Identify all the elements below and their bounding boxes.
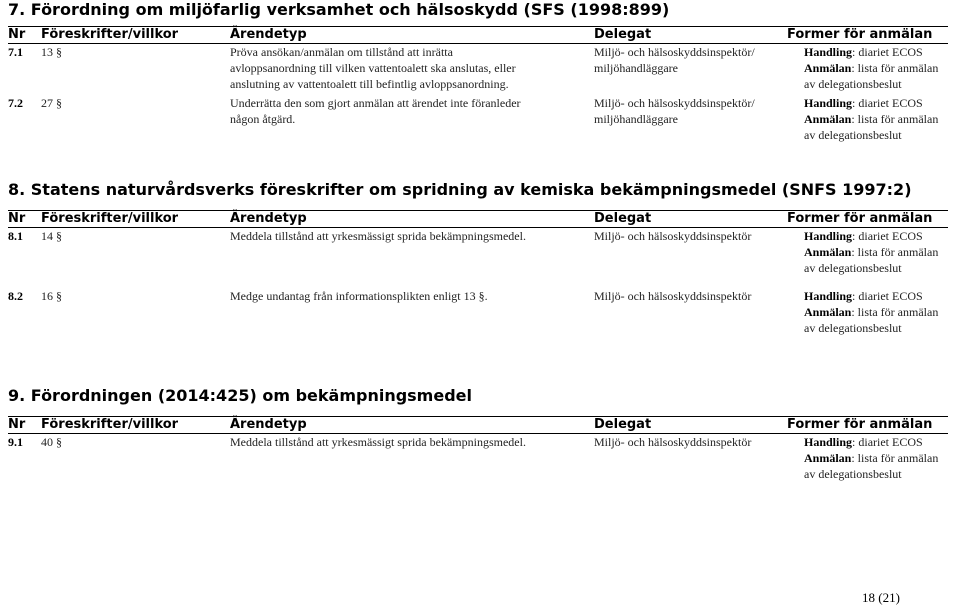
handling-value: : diariet ECOS [852,45,923,59]
row-anmalan [804,450,938,466]
anmalan-value: : lista för anmälan [851,305,939,319]
row-delegat: Miljö- och hälsoskyddsinspektör [594,435,752,449]
handling-label: Handling [804,96,853,110]
row-handling [804,228,923,244]
handling-label: Handling [804,435,853,449]
anmalan-label: Anmälan [804,61,852,75]
row-number: 8.1 [8,229,23,243]
col-delegat-header: Delegat [594,417,652,432]
anmalan-label: Anmälan [804,112,852,126]
row-anmalan [804,304,938,320]
row-handling [804,434,923,450]
handling-value: : diariet ECOS [852,435,923,449]
col-foreskrifter-header: Föreskrifter/villkor [41,417,179,432]
anmalan-label: Anmälan [804,305,852,319]
section-7-title: 7. Förordning om miljöfarlig verksamhet och hälsoskydd (SFS (1998:899) [8,0,670,19]
anmalan-value: : lista för anmälan [851,245,939,259]
handling-label: Handling [804,229,853,243]
handling-label: Handling [804,289,853,303]
section-8-header-row [8,210,948,228]
anmalan-label: Anmälan [804,451,852,465]
anmalan-value: : lista för anmälan [851,451,939,465]
row-number: 8.2 [8,289,23,303]
row-delegat: Miljö- och hälsoskyddsinspektör [594,229,752,243]
section-9-header-row [8,416,948,434]
col-arendetyp-header: Ärendetyp [230,417,307,432]
col-former-header: Former för anmälan [787,211,933,226]
row-handling [804,95,923,111]
row-arendetyp: avloppsanordning till vilken vattentoalett ska anslutas, eller [230,61,516,75]
row-number: 7.1 [8,45,23,59]
row-anmalan-line2: av delegationsbeslut [804,467,902,481]
anmalan-label: Anmälan [804,245,852,259]
row-anmalan-line2: av delegationsbeslut [804,128,902,142]
col-nr-header: Nr [8,27,26,42]
row-anmalan [804,60,938,76]
row-reference: 14 § [41,229,62,243]
col-nr-header: Nr [8,417,26,432]
col-foreskrifter-header: Föreskrifter/villkor [41,27,179,42]
row-arendetyp: Meddela tillstånd att yrkesmässigt sprida bekämpningsmedel. [230,229,526,243]
row-delegat: Miljö- och hälsoskyddsinspektör/ [594,45,755,59]
row-anmalan-line2: av delegationsbeslut [804,77,902,91]
row-number: 7.2 [8,96,23,110]
row-arendetyp: Meddela tillstånd att yrkesmässigt sprida bekämpningsmedel. [230,435,526,449]
col-delegat-header: Delegat [594,27,652,42]
row-delegat: miljöhandläggare [594,112,678,126]
row-handling [804,288,923,304]
handling-value: : diariet ECOS [852,229,923,243]
section-8-title: 8. Statens naturvårdsverks föreskrifter om spridning av kemiska bekämpningsmedel (SNFS 1997:2) [8,180,912,199]
row-arendetyp: Medge undantag från informationsplikten enligt 13 §. [230,289,488,303]
handling-value: : diariet ECOS [852,96,923,110]
col-arendetyp-header: Ärendetyp [230,27,307,42]
row-arendetyp: Pröva ansökan/anmälan om tillstånd att inrätta [230,45,453,59]
handling-value: : diariet ECOS [852,289,923,303]
row-delegat: Miljö- och hälsoskyddsinspektör [594,289,752,303]
anmalan-value: : lista för anmälan [851,61,939,75]
row-delegat: Miljö- och hälsoskyddsinspektör/ [594,96,755,110]
page-number: 18 (21) [862,590,900,605]
col-delegat-header: Delegat [594,211,652,226]
col-former-header: Former för anmälan [787,27,933,42]
row-anmalan-line2: av delegationsbeslut [804,321,902,335]
row-reference: 40 § [41,435,62,449]
row-arendetyp: Underrätta den som gjort anmälan att ärendet inte föranleder [230,96,521,110]
row-reference: 27 § [41,96,62,110]
col-nr-header: Nr [8,211,26,226]
row-number: 9.1 [8,435,23,449]
row-arendetyp: anslutning av vattentoalett till befintlig avloppsanordning. [230,77,509,91]
row-anmalan [804,111,938,127]
row-reference: 16 § [41,289,62,303]
col-arendetyp-header: Ärendetyp [230,211,307,226]
col-foreskrifter-header: Föreskrifter/villkor [41,211,179,226]
row-arendetyp: någon åtgärd. [230,112,296,126]
row-reference: 13 § [41,45,62,59]
handling-label: Handling [804,45,853,59]
section-9-title: 9. Förordningen (2014:425) om bekämpningsmedel [8,386,472,405]
row-anmalan [804,244,938,260]
row-delegat: miljöhandläggare [594,61,678,75]
section-7-header-row [8,26,948,44]
anmalan-value: : lista för anmälan [851,112,939,126]
row-anmalan-line2: av delegationsbeslut [804,261,902,275]
col-former-header: Former för anmälan [787,417,933,432]
row-handling [804,44,923,60]
